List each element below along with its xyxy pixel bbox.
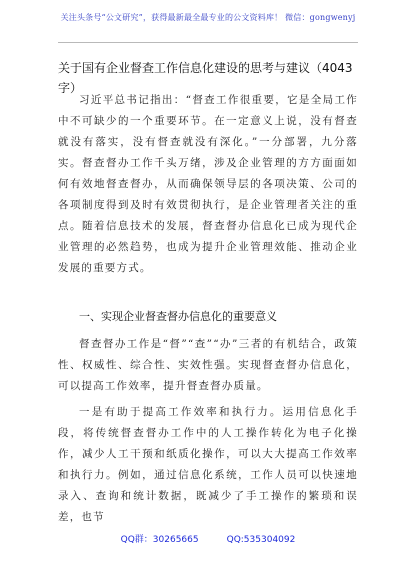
intro-paragraph: 习近平总书记指出：“督查工作很重要，它是全局工作中不可缺少的一个重要环节。在一定意义上说，没有督查就没有落实，没有督查就没有深化。”一分部署，九分落实。督查督办工作千头万绪，涉及企业管理的方方面面如何有效地督查督办，从而确保领导层的各项决策、公司的各项制度得到及时有效贯彻执行，是企业管理者关注的重点。随着信息技术的发展，督查督办信息化已成为现代企业管理的必然趋势，也成为提升企业管理效能、推动企业发展的重要方式。 — [58, 94, 358, 274]
footer-contact — [58, 532, 358, 545]
header-divider — [58, 42, 358, 43]
section-heading-1: 一、实现企业督查督办信息化的重要意义 — [79, 310, 277, 323]
document-title: 关于国有企业督查工作信息化建设的思考与建议（4043字） — [58, 61, 353, 95]
footer-qq-group: QQ群：30265665 — [120, 535, 199, 545]
section-1-paragraph-1: 督查督办工作是“督”“查”“办”三者的有机结合，政策性、权威性、综合性、实效性强。实现督查督办信息化，可以提高工作效率，提升督查督办质量。 — [58, 338, 358, 392]
footer-qq: QQ:535304092 — [226, 535, 296, 545]
header-banner: 关注头条号“公文研究”，获得最新最全最专业的公文资料库！ 微信：gongwenyj — [60, 13, 356, 22]
section-1-paragraph-2: 一是有助于提高工作效率和执行力。运用信息化手段，将传统督查督办工作中的人工操作转化为电子化操作，减少人工干预和纸质化操作，可以大大提高工作效率和执行力。例如，通过信息化系统，工作人员可以快速地录入、查询和统计数据，既减少了手工操作的繁琐和误差，也节 — [58, 406, 358, 523]
